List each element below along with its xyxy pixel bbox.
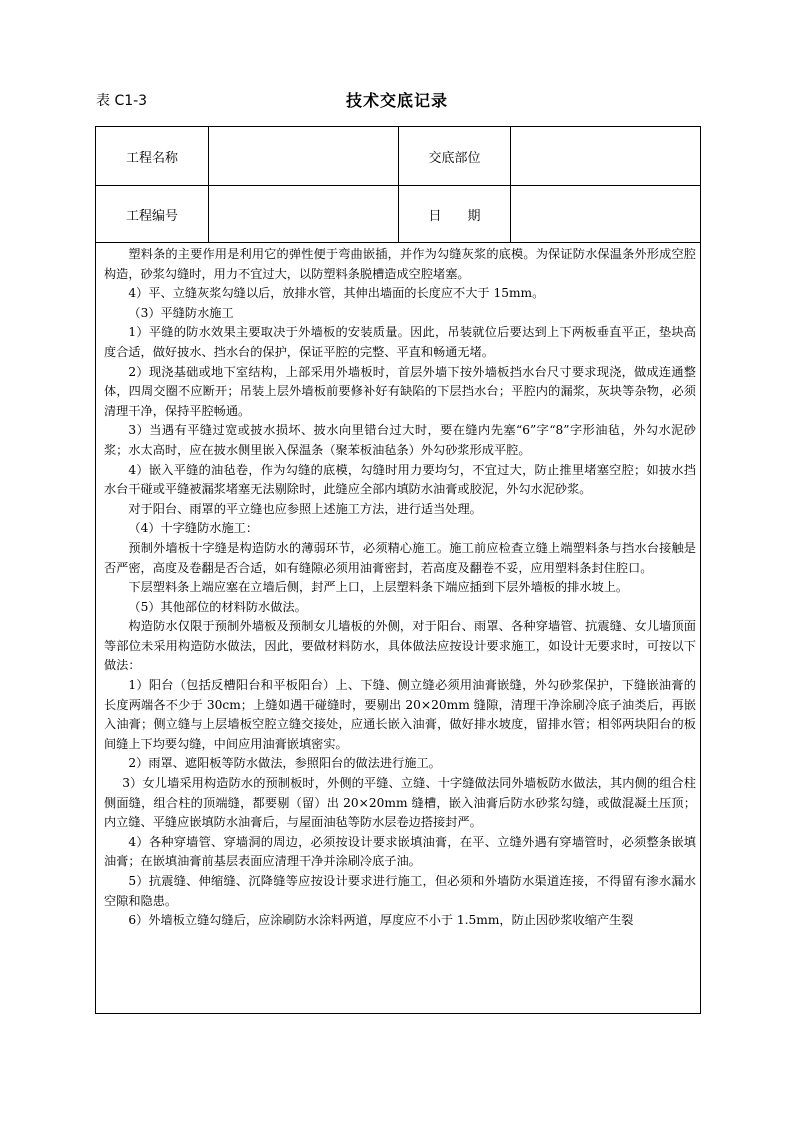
location-label: 交底部位 — [398, 127, 510, 185]
paragraph: 1）平缝的防水效果主要取决于外墙板的安装质量。因此，吊装就位后要达到上下两板垂直平正，垫块高度合适，做好披水、挡水台的保护，保证平腔的完整、平直和畅通无堵。 — [104, 325, 696, 359]
location-field[interactable] — [510, 127, 700, 185]
paragraph: 1）阳台（包括反槽阳台和平板阳台）上、下缝、侧立缝必须用油膏嵌缝，外勾砂浆保护，下缝嵌油膏的长度两端各不少于 30cm；上缝如遇干碰缝时，要剔出 20×20mm 缝隙，清理干净涂刷冷底子油类后，再嵌入油膏；侧立缝与上层墙板空腔立缝交接处，应通长嵌入油膏，做好排水坡度，留排水管；相邻两块阳台的板间缝上下均要勾缝，中间应用油膏嵌填密实。 — [104, 678, 696, 751]
date-label: 日 期 — [398, 186, 510, 242]
form-code: 表 C1-3 — [96, 93, 148, 109]
section-heading: （3）平缝防水施工 — [128, 305, 234, 320]
paragraph: 4）平、立缝灰浆勾缝以后，放排水管，其伸出墙面的长度应不大于 15mm。 — [128, 286, 545, 301]
disclosure-content — [104, 245, 696, 931]
project-name-label: 工程名称 — [125, 150, 178, 166]
disclosure-form — [95, 126, 701, 1014]
project-name-field[interactable] — [208, 127, 398, 185]
paragraph: 6）外墙板立缝勾缝后，应涂刷防水涂料两道，厚度应不小于 1.5mm，防止因砂浆收缩产生裂 — [128, 913, 634, 928]
paragraph: 2）现浇基础或地下室结构，上部采用外墙板时，首层外墙下按外墙板挡水台尺寸要求现浇，做成连通整体，四周交圈不应断开；吊装上层外墙板前要修补好有缺陷的下层挡水台；平腔内的漏浆，灰块等杂物，必须清理干净，保持平腔畅通。 — [104, 364, 696, 418]
paragraph: 对于阳台、雨罩的平立缝也应参照上述施工方法，进行适当处理。 — [128, 501, 482, 516]
paragraph: 3）女儿墙采用构造防水的预制板时，外侧的平缝、立缝、十字缝做法同外墙板防水做法，其内侧的组合柱侧面缝，组合柱的顶端缝，都要剔（留）出 20×20mm 缝槽，嵌入油膏后防水砂浆勾缝，或做混凝土压顶；内立缝、平缝应嵌填防水油膏后，与屋面油毡等防水层卷边搭接封严。 — [104, 776, 696, 830]
page-title: 技术交底记录 — [345, 91, 448, 110]
date-field[interactable] — [510, 186, 700, 242]
header-row-1 — [96, 127, 700, 186]
section-heading: （5）其他部位的材料防水做法。 — [128, 599, 307, 614]
project-no-field[interactable] — [208, 186, 398, 242]
paragraph: 4）各种穿墙管、穿墙洞的周边，必须按设计要求嵌填油膏，在平、立缝外遇有穿墙管时，必须整条嵌填油膏；在嵌填油膏前基层表面应清理干净并涂刷冷底子油。 — [104, 834, 696, 869]
paragraph: 塑料条的主要作用是利用它的弹性便于弯曲嵌插，并作为勾缝灰浆的底模。为保证防水保温条外形成空腔构造，砂浆勾缝时，用力不宜过大，以防塑料条脱槽造成空腔堵塞。 — [104, 247, 696, 281]
project-no-label: 工程编号 — [125, 208, 178, 224]
paragraph: 下层塑料条上端应塞在立墙后侧，封严上口，上层塑料条下端应插到下层外墙板的排水坡上。 — [128, 580, 629, 595]
paragraph: 构造防水仅限于预制外墙板及预制女儿墙板的外侧，对于阳台、雨罩、各种穿墙管、抗震缝、女儿墙顶面等部位未采用构造防水做法，因此，要做材料防水，具体做法应按设计要求施工，如设计无要求时，可按以下做法： — [104, 619, 696, 673]
paragraph: 4）嵌入平缝的油毡卷，作为勾缝的底模，勾缝时用力要均匀，不宜过大，防止推里堵塞空腔；如披水挡水台干碰或平缝被漏浆堵塞无法剔除时，此缝应全部内填防水油膏或胶泥，外勾水泥砂浆。 — [104, 462, 696, 497]
section-heading: （4）十字缝防水施工： — [128, 521, 259, 536]
header-row-2 — [96, 186, 700, 243]
paragraph: 2）雨罩、遮阳板等防水做法，参照阳台的做法进行施工。 — [128, 756, 441, 771]
paragraph: 预制外墙板十字缝是构造防水的薄弱环节，必须精心施工。施工前应检查立缝上端塑料条与挡水台接触是否严密，高度及卷翻是否合适，如有缝隙必须用油膏密封，若高度及翻卷不妥，应用塑料条封住腔口。 — [104, 540, 696, 575]
paragraph: 3）当遇有平缝过宽或披水损坏、披水向里错台过大时，要在缝内先塞“6”字“8”字形油毡，外勾水泥砂浆；水太高时，应在披水侧里嵌入保温条（聚苯板油毡条）外勾砂浆形成平腔。 — [104, 423, 696, 457]
paragraph: 5）抗震缝、伸缩缝、沉降缝等应按设计要求进行施工，但必须和外墙防水渠道连接，不得留有渗水漏水空隙和隐患。 — [104, 874, 696, 908]
